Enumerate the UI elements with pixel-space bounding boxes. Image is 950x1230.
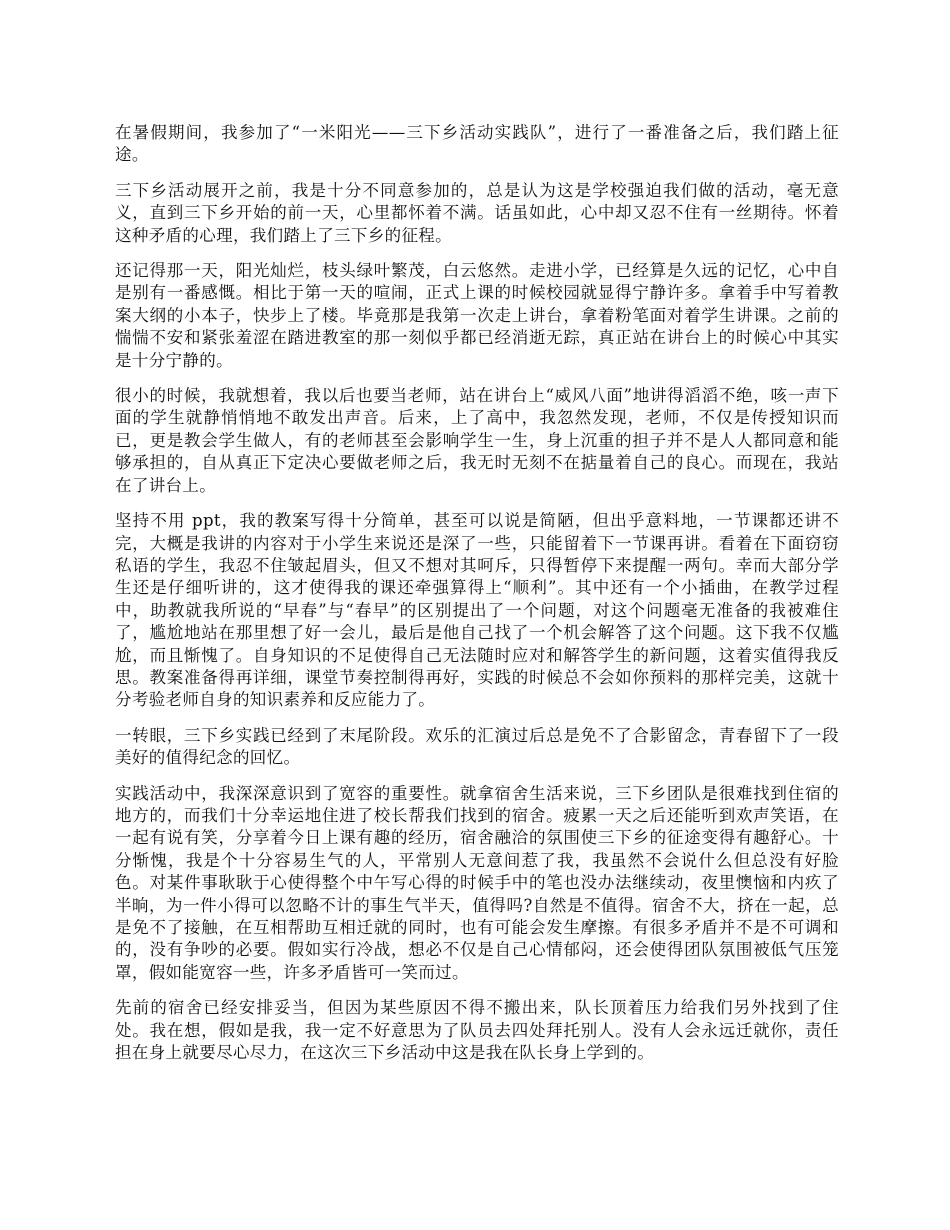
paragraph-6: 一转眼，三下乡实践已经到了末尾阶段。欢乐的汇演过后总是免不了合影留念，青春留下了一段美好的值得纪念的回忆。 <box>115 725 839 768</box>
document-body <box>115 122 839 1077</box>
paragraph-7: 实践活动中，我深深意识到了宽容的重要性。就拿宿舍生活来说，三下乡团队是很难找到住宿的地方的，而我们十分幸运地住进了校长帮我们找到的宿舍。疲累一天之后还能听到欢声笑语，在一起有说有笑，分享着今日上课有趣的经历，宿舍融洽的氛围使三下乡的征途变得有趣舒心。十分惭愧，我是个十分容易生气的人，平常别人无意间惹了我，我虽然不会说什么但总没有好脸色。对某件事耿耿于心使得整个中午写心得的时候手中的笔也没办法继续动，夜里懊恼和内疚了半晌，为一件小得可以忽略不计的事生气半天，值得吗?自然是不值得。宿舍不大，挤在一起，总是免不了接触，在互相帮助互相迁就的同时，也有可能会发生摩擦。有很多矛盾并不是不可调和的，没有争吵的必要。假如实行冷战，想必不仅是自己心情郁闷，还会使得团队氛围被低气压笼罩，假如能宽容一些，许多矛盾皆可一笑而过。 <box>115 783 839 982</box>
paragraph-4: 很小的时候，我就想着，我以后也要当老师，站在讲台上“威风八面”地讲得滔滔不绝，咳一声下面的学生就静悄悄地不敢发出声音。后来，上了高中，我忽然发现，老师，不仅是传授知识而已，更是教会学生做人，有的老师甚至会影响学生一生，身上沉重的担子并不是人人都同意和能够承担的，自从真正下定决心要做老师之后，我无时无刻不在掂量着自己的良心。而现在，我站在了讲台上。 <box>115 386 839 495</box>
paragraph-2: 三下乡活动展开之前，我是十分不同意参加的，总是认为这是学校强迫我们做的活动，毫无意义，直到三下乡开始的前一天，心里都怀着不满。话虽如此，心中却又忍不住有一丝期待。怀着这种矛盾的心理，我们踏上了三下乡的征程。 <box>115 180 839 245</box>
paragraph-1: 在暑假期间，我参加了“一米阳光——三下乡活动实践队”，进行了一番准备之后，我们踏上征途。 <box>115 123 839 165</box>
paragraph-3: 还记得那一天，阳光灿烂，枝头绿叶繁茂，白云悠然。走进小学，已经算是久远的记忆，心中自是别有一番感慨。相比于第一天的喧闹，正式上课的时候校园就显得宁静许多。拿着手中写着教案大纲的小本子，快步上了楼。毕竟那是我第一次走上讲台，拿着粉笔面对着学生讲课。之前的惴惴不安和紧张羞涩在踏进教室的那一刻似乎都已经消逝无踪，真正站在讲台上的时候心中其实是十分宁静的。 <box>115 261 839 370</box>
paragraph-8: 先前的宿舍已经安排妥当，但因为某些原因不得不搬出来，队长顶着压力给我们另外找到了住处。我在想，假如是我，我一定不好意思为了队员去四处拜托别人。没有人会永远迁就你，责任担在身上就要尽心尽力，在这次三下乡活动中这是我在队长身上学到的。 <box>115 998 839 1063</box>
paragraph-5: 坚持不用 ppt，我的教案写得十分简单，甚至可以说是简陋，但出乎意料地，一节课都还讲不完，大概是我讲的内容对于小学生来说还是深了一些，只能留着下一节课再讲。看着在下面窃窃私语的学生，我忍不住皱起眉头，但又不想对其呵斥，只得暂停下来提醒一两句。幸而大部分学生还是仔细听讲的，这才使得我的课还牵强算得上“顺利”。其中还有一个小插曲，在教学过程中，助教就我所说的“早春”与“春早”的区别提出了一个问题，对这个问题毫无准备的我被难住了，尴尬地站在那里想了好一会儿，最后是他自己找了一个机会解答了这个问题。这下我不仅尴尬，而且惭愧了。自身知识的不足使得自己无法随时应对和解答学生的新问题，这着实值得我反思。教案准备得再详细，课堂节奏控制得再好，实践的时候总不会如你预料的那样完美，这就十分考验老师自身的知识素养和反应能力了。 <box>115 511 839 710</box>
